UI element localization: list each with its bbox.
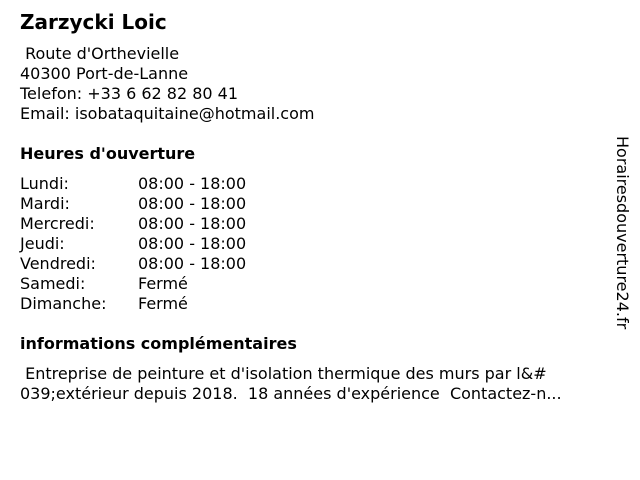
info-line: Entreprise de peinture et d'isolation thermique des murs par l&# [20, 364, 547, 383]
info-heading: informations complémentaires [20, 334, 297, 353]
email-address[interactable]: Email: isobataquitaine@hotmail.com [20, 104, 315, 123]
info-line: 039;extérieur depuis 2018. 18 années d'expérience Contactez-n... [20, 384, 562, 403]
phone-number[interactable]: Telefon: +33 6 62 82 80 41 [20, 84, 239, 103]
hours-day: Vendredi: [20, 254, 96, 273]
hours-time: 08:00 - 18:00 [138, 254, 247, 273]
hours-time: 08:00 - 18:00 [138, 174, 247, 193]
street-address: Route d'Orthevielle [20, 44, 180, 63]
hours-day: Jeudi: [20, 234, 65, 253]
info-description [20, 364, 620, 404]
hours-row [20, 274, 246, 294]
contact-block [20, 44, 314, 124]
hours-row [20, 214, 246, 234]
hours-day: Samedi: [20, 274, 86, 293]
hours-day: Lundi: [20, 174, 69, 193]
hours-row [20, 254, 246, 274]
hours-row [20, 194, 246, 214]
business-name: Zarzycki Loic [20, 10, 167, 34]
site-watermark [612, 136, 632, 346]
hours-time: Fermé [138, 294, 188, 313]
hours-day: Dimanche: [20, 294, 107, 313]
hours-time: 08:00 - 18:00 [138, 194, 247, 213]
city-postal: 40300 Port-de-Lanne [20, 64, 189, 83]
hours-day: Mercredi: [20, 214, 95, 233]
hours-day: Mardi: [20, 194, 70, 213]
hours-time: Fermé [138, 274, 188, 293]
hours-time: 08:00 - 18:00 [138, 234, 247, 253]
hours-time: 08:00 - 18:00 [138, 214, 247, 233]
hours-row [20, 174, 246, 194]
hours-heading: Heures d'ouverture [20, 144, 196, 163]
hours-table [20, 174, 246, 314]
hours-row [20, 234, 246, 254]
hours-row [20, 294, 246, 314]
site-watermark-text: Horairesdouverture24.fr [613, 136, 632, 330]
